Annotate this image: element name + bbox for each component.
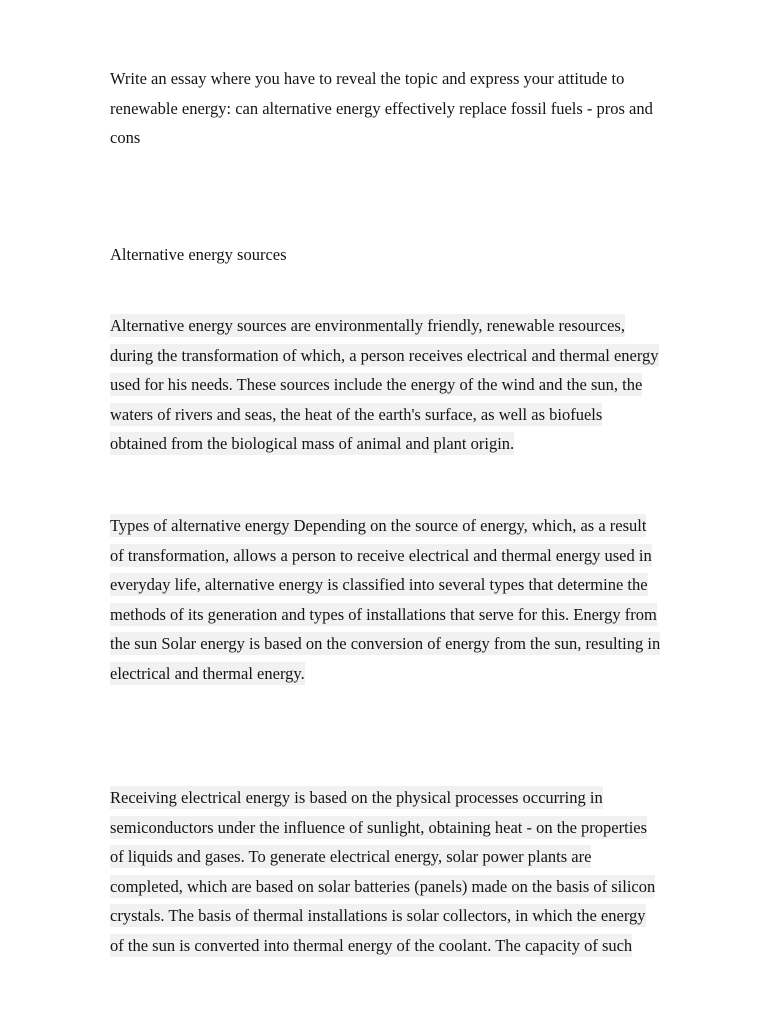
paragraph-line: the sun Solar energy is based on the conversion of energy from the sun, resulting in xyxy=(110,634,661,653)
prompt-line: cons xyxy=(110,128,141,147)
paragraph-line: semiconductors under the influence of sunlight, obtaining heat - on the properties xyxy=(110,817,648,837)
paragraph-line: waters of rivers and seas, the heat of the earth's surface, as well as biofuels xyxy=(110,404,603,424)
paragraph-line: of liquids and gases. To generate electrical energy, solar power plants are xyxy=(110,847,592,866)
paragraph-line: during the transformation of which, a person receives electrical and thermal energy xyxy=(110,345,659,365)
prompt-line: renewable energy: can alternative energy effectively replace fossil fuels - pros and xyxy=(110,98,653,118)
paragraph-line: electrical and thermal energy. xyxy=(110,663,305,683)
paragraph-line: crystals. The basis of thermal installations is solar collectors, in which the energy xyxy=(110,906,646,925)
prompt-line: Write an essay where you have to reveal the topic and express your attitude to xyxy=(110,69,625,88)
section-heading: Alternative energy sources xyxy=(110,245,287,264)
paragraph-line: everyday life, alternative energy is classified into several types that determine the xyxy=(110,575,648,594)
paragraph-3 xyxy=(110,783,720,960)
paragraph-1 xyxy=(110,311,720,459)
paragraph-line: Receiving electrical energy is based on the physical processes occurring in xyxy=(110,788,603,807)
paragraph-line: used for his needs. These sources include the energy of the wind and the sun, the xyxy=(110,375,643,394)
paragraph-line: completed, which are based on solar batteries (panels) made on the basis of silicon xyxy=(110,876,656,896)
paragraph-line: obtained from the biological mass of animal and plant origin. xyxy=(110,434,515,453)
paragraph-line: Alternative energy sources are environmentally friendly, renewable resources, xyxy=(110,316,625,335)
paragraph-line: of the sun is converted into thermal energy of the coolant. The capacity of such xyxy=(110,935,633,955)
paragraph-2 xyxy=(110,511,720,688)
essay-prompt xyxy=(110,64,720,153)
paragraph-line: methods of its generation and types of installations that serve for this. Energy from xyxy=(110,604,657,624)
paragraph-line: of transformation, allows a person to receive electrical and thermal energy used in xyxy=(110,545,652,565)
paragraph-line: Types of alternative energy Depending on the source of energy, which, as a result xyxy=(110,516,647,535)
